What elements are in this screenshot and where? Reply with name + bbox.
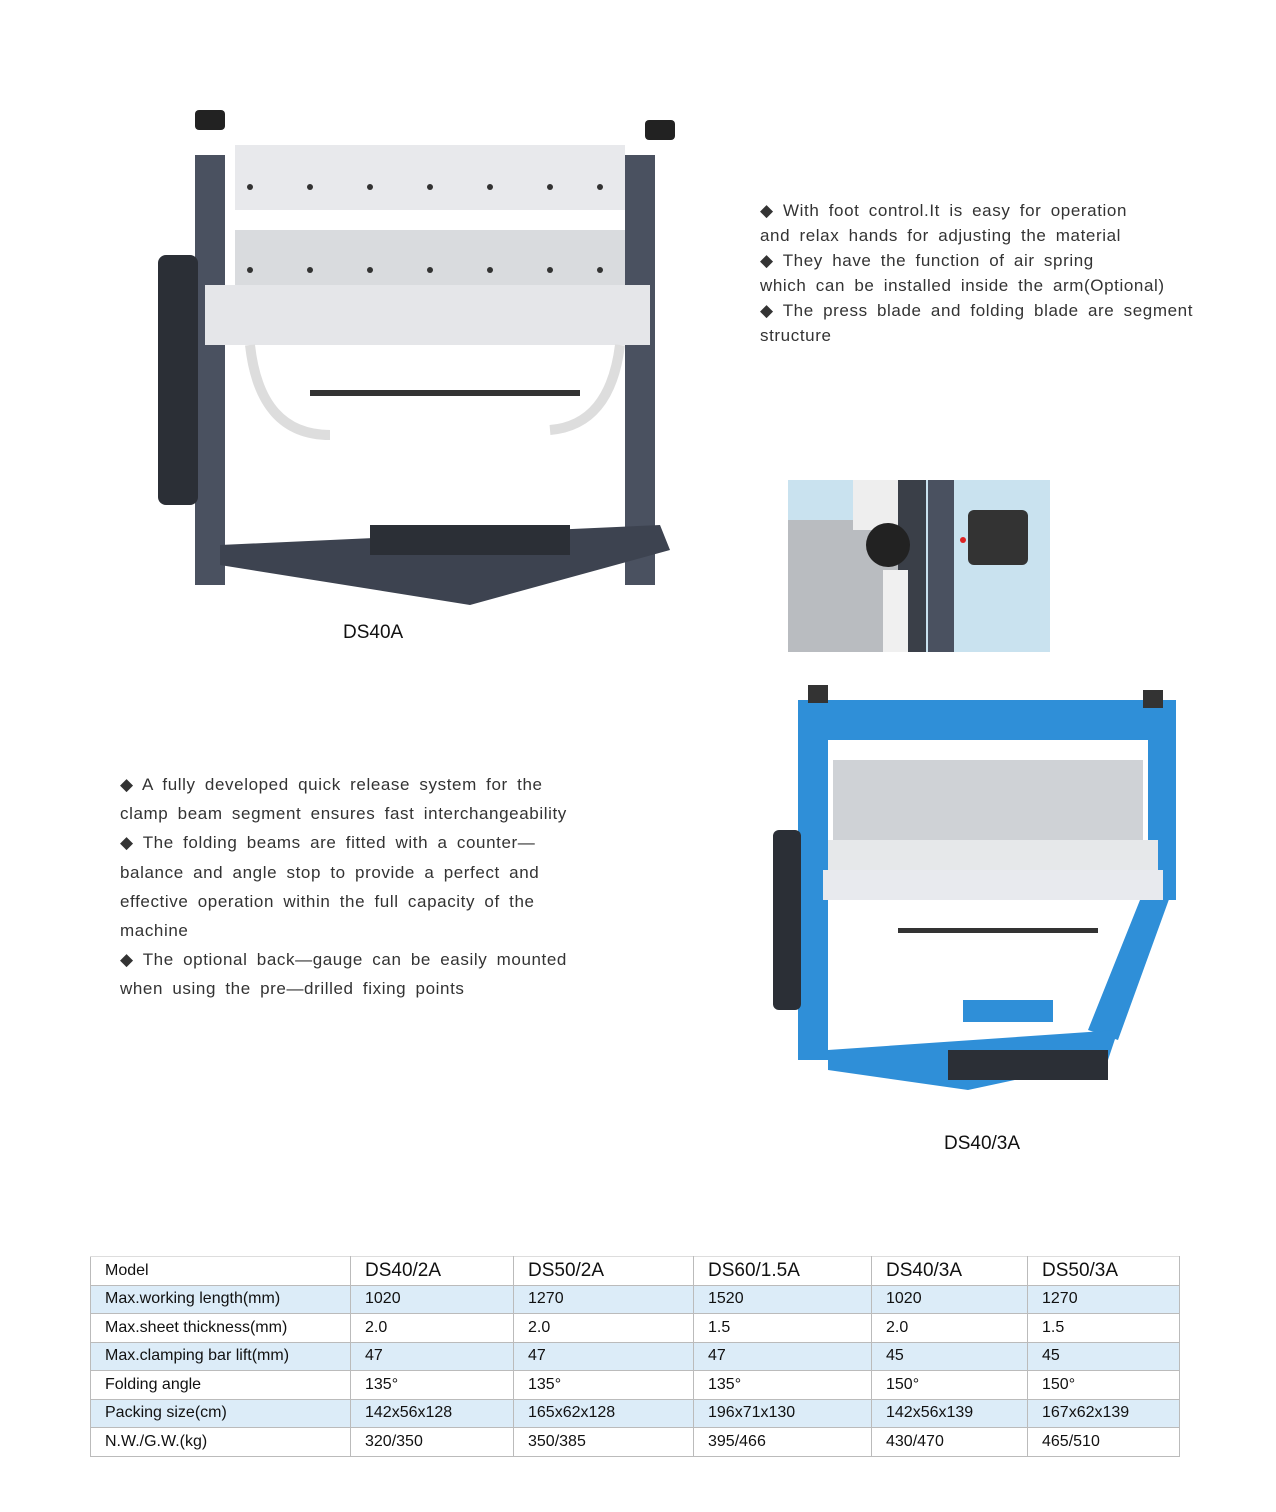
row-label: N.W./G.W.(kg) [91,1428,351,1457]
table-cell: 395/466 [694,1428,872,1457]
table-row [91,1342,1180,1371]
header-cell: DS40/3A [872,1257,1028,1286]
ds40-3a-machine-photo [768,680,1198,1105]
feature-line: when using the pre—drilled fixing points [120,979,465,999]
table-cell: 196x71x130 [694,1399,872,1428]
table-cell: 1270 [1028,1285,1180,1314]
feature-line: balance and angle stop to provide a perfect and [120,862,540,882]
table-cell: 2.0 [514,1314,694,1343]
features-right [760,198,1193,348]
table-cell: 2.0 [351,1314,514,1343]
feature-line: clamp beam segment ensures fast interchangeability [120,804,567,824]
header-cell: DS50/3A [1028,1257,1180,1286]
table-cell: 47 [694,1342,872,1371]
table-cell: 167x62x139 [1028,1399,1180,1428]
spec-table [90,1256,1180,1457]
table-cell: 150° [1028,1371,1180,1400]
table-cell: 1520 [694,1285,872,1314]
ds40a-machine-photo [150,105,710,615]
feature-line: ◆ The optional back—gauge can be easily mounted [120,950,567,970]
feature-line: and relax hands for adjusting the material [760,226,1122,245]
table-cell: 2.0 [872,1314,1028,1343]
row-label: Max.working length(mm) [91,1285,351,1314]
feature-line: effective operation within the full capacity of the [120,891,535,911]
table-cell: 47 [351,1342,514,1371]
table-cell: 1.5 [1028,1314,1180,1343]
header-cell: DS40/2A [351,1257,514,1286]
table-cell: 142x56x139 [872,1399,1028,1428]
row-label: Max.clamping bar lift(mm) [91,1342,351,1371]
row-label: Folding angle [91,1371,351,1400]
feature-line: ◆ The folding beams are fitted with a counter— [120,833,536,853]
feature-line: which can be installed inside the arm(Optional) [760,276,1165,295]
feature-line: ◆ They have the function of air spring [760,251,1094,270]
table-cell: 135° [514,1371,694,1400]
table-row [91,1371,1180,1400]
table-cell: 135° [694,1371,872,1400]
header-cell: DS60/1.5A [694,1257,872,1286]
ds40-3a-caption: DS40/3A [944,1133,1021,1154]
header-cell: Model [91,1257,351,1286]
table-row [91,1399,1180,1428]
feature-line: ◆ The press blade and folding blade are segment [760,301,1194,320]
features-left [120,770,567,1004]
table-row [91,1285,1180,1314]
table-cell: 1020 [872,1285,1028,1314]
table-cell: 45 [1028,1342,1180,1371]
table-cell: 165x62x128 [514,1399,694,1428]
feature-line: ◆ A fully developed quick release system for the [120,775,543,794]
ds40a-caption: DS40A [343,622,404,643]
table-cell: 150° [872,1371,1028,1400]
table-cell: 142x56x128 [351,1399,514,1428]
table-row [91,1314,1180,1343]
table-cell: 320/350 [351,1428,514,1457]
table-cell: 1270 [514,1285,694,1314]
feature-line: structure [760,326,832,345]
row-label: Max.sheet thickness(mm) [91,1314,351,1343]
feature-line: ◆ With foot control.It is easy for operation [760,201,1127,220]
header-cell: DS50/2A [514,1257,694,1286]
feature-line: machine [120,921,189,941]
table-cell: 465/510 [1028,1428,1180,1457]
table-cell: 135° [351,1371,514,1400]
table-cell: 1020 [351,1285,514,1314]
table-row [91,1428,1180,1457]
table-cell: 1.5 [694,1314,872,1343]
table-cell: 47 [514,1342,694,1371]
detail-photo [788,480,1050,652]
row-label: Packing size(cm) [91,1399,351,1428]
table-cell: 430/470 [872,1428,1028,1457]
table-header-row [91,1257,1180,1286]
table-cell: 45 [872,1342,1028,1371]
table-cell: 350/385 [514,1428,694,1457]
